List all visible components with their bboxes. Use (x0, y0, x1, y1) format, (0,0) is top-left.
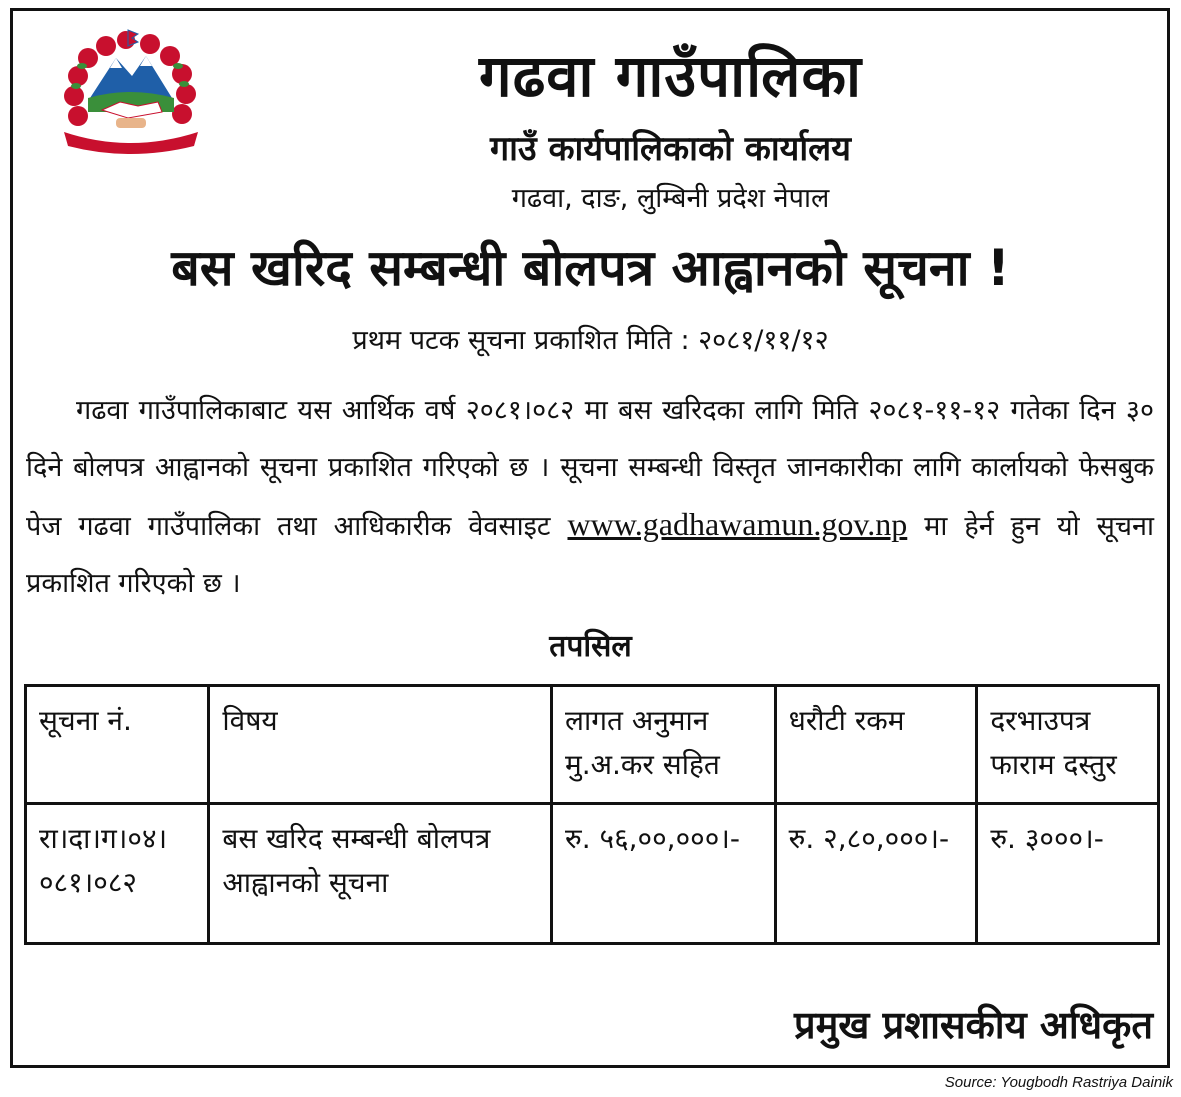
office-name: गाउँ कार्यपालिकाको कार्यालय (490, 129, 851, 169)
table-row (26, 804, 1159, 944)
notice-title: बस खरिद सम्बन्धी बोलपत्र आह्वानको सूचना ! (171, 239, 1010, 297)
col-deposit: धरौटी रकम (775, 686, 977, 804)
cell-deposit: रु. २,८०,०००।- (775, 804, 977, 944)
details-heading: तपसिल (549, 629, 632, 664)
notice-body-text: गढवा गाउँपालिकाबाट यस आर्थिक वर्ष २०८१।०८२ मा बस खरिदका लागि मिति २०८१-११-१२ गतेका दिन ३० दिने बोलपत्र आह्वानको सूचना प्रकाशित गरिएको छ । सूचना सम्बन्धी विस्तृत जानकारीका लागि कार्लायको फेसबुक पेज गढवा गाउँपालिका तथा आधिकारीक वेवसाइट (26, 395, 1154, 542)
nepal-emblem-icon (58, 28, 203, 158)
col-subject: विषय (209, 686, 552, 804)
notice-body (26, 382, 1154, 612)
col-form-fee: दरभाउपत्र फाराम दस्तुर (977, 686, 1159, 804)
signatory: प्रमुख प्रशासकीय अधिकृत (793, 1003, 1153, 1047)
cell-notice-no: रा।दा।ग।०४।०८१।०८२ (26, 804, 209, 944)
office-address: गढवा, दाङ, लुम्बिनी प्रदेश नेपाल (511, 183, 830, 214)
notice-body-tail: मा हेर्न हुन यो सूचना प्रकाशित गरिएको छ । (26, 511, 1154, 599)
cell-cost-estimate: रु. ५६,००,०००।- (551, 804, 775, 944)
source-credit: Source: Yougbodh Rastriya Dainik (944, 1074, 1173, 1091)
table-header-row (26, 686, 1159, 804)
org-name: गढवा गाउँपालिका (478, 42, 863, 110)
col-cost-estimate: लागत अनुमान मु.अ.कर सहित (551, 686, 775, 804)
cell-subject: बस खरिद सम्बन्धी बोलपत्र आह्वानको सूचना (209, 804, 552, 944)
cell-form-fee: रु. ३०००।- (977, 804, 1159, 944)
website-link[interactable]: www.gadhawamun.gov.np (567, 506, 908, 542)
details-table (24, 684, 1160, 945)
col-notice-no: सूचना नं. (26, 686, 209, 804)
publication-date: प्रथम पटक सूचना प्रकाशित मिति : २०८१/११/१२ (352, 325, 829, 356)
